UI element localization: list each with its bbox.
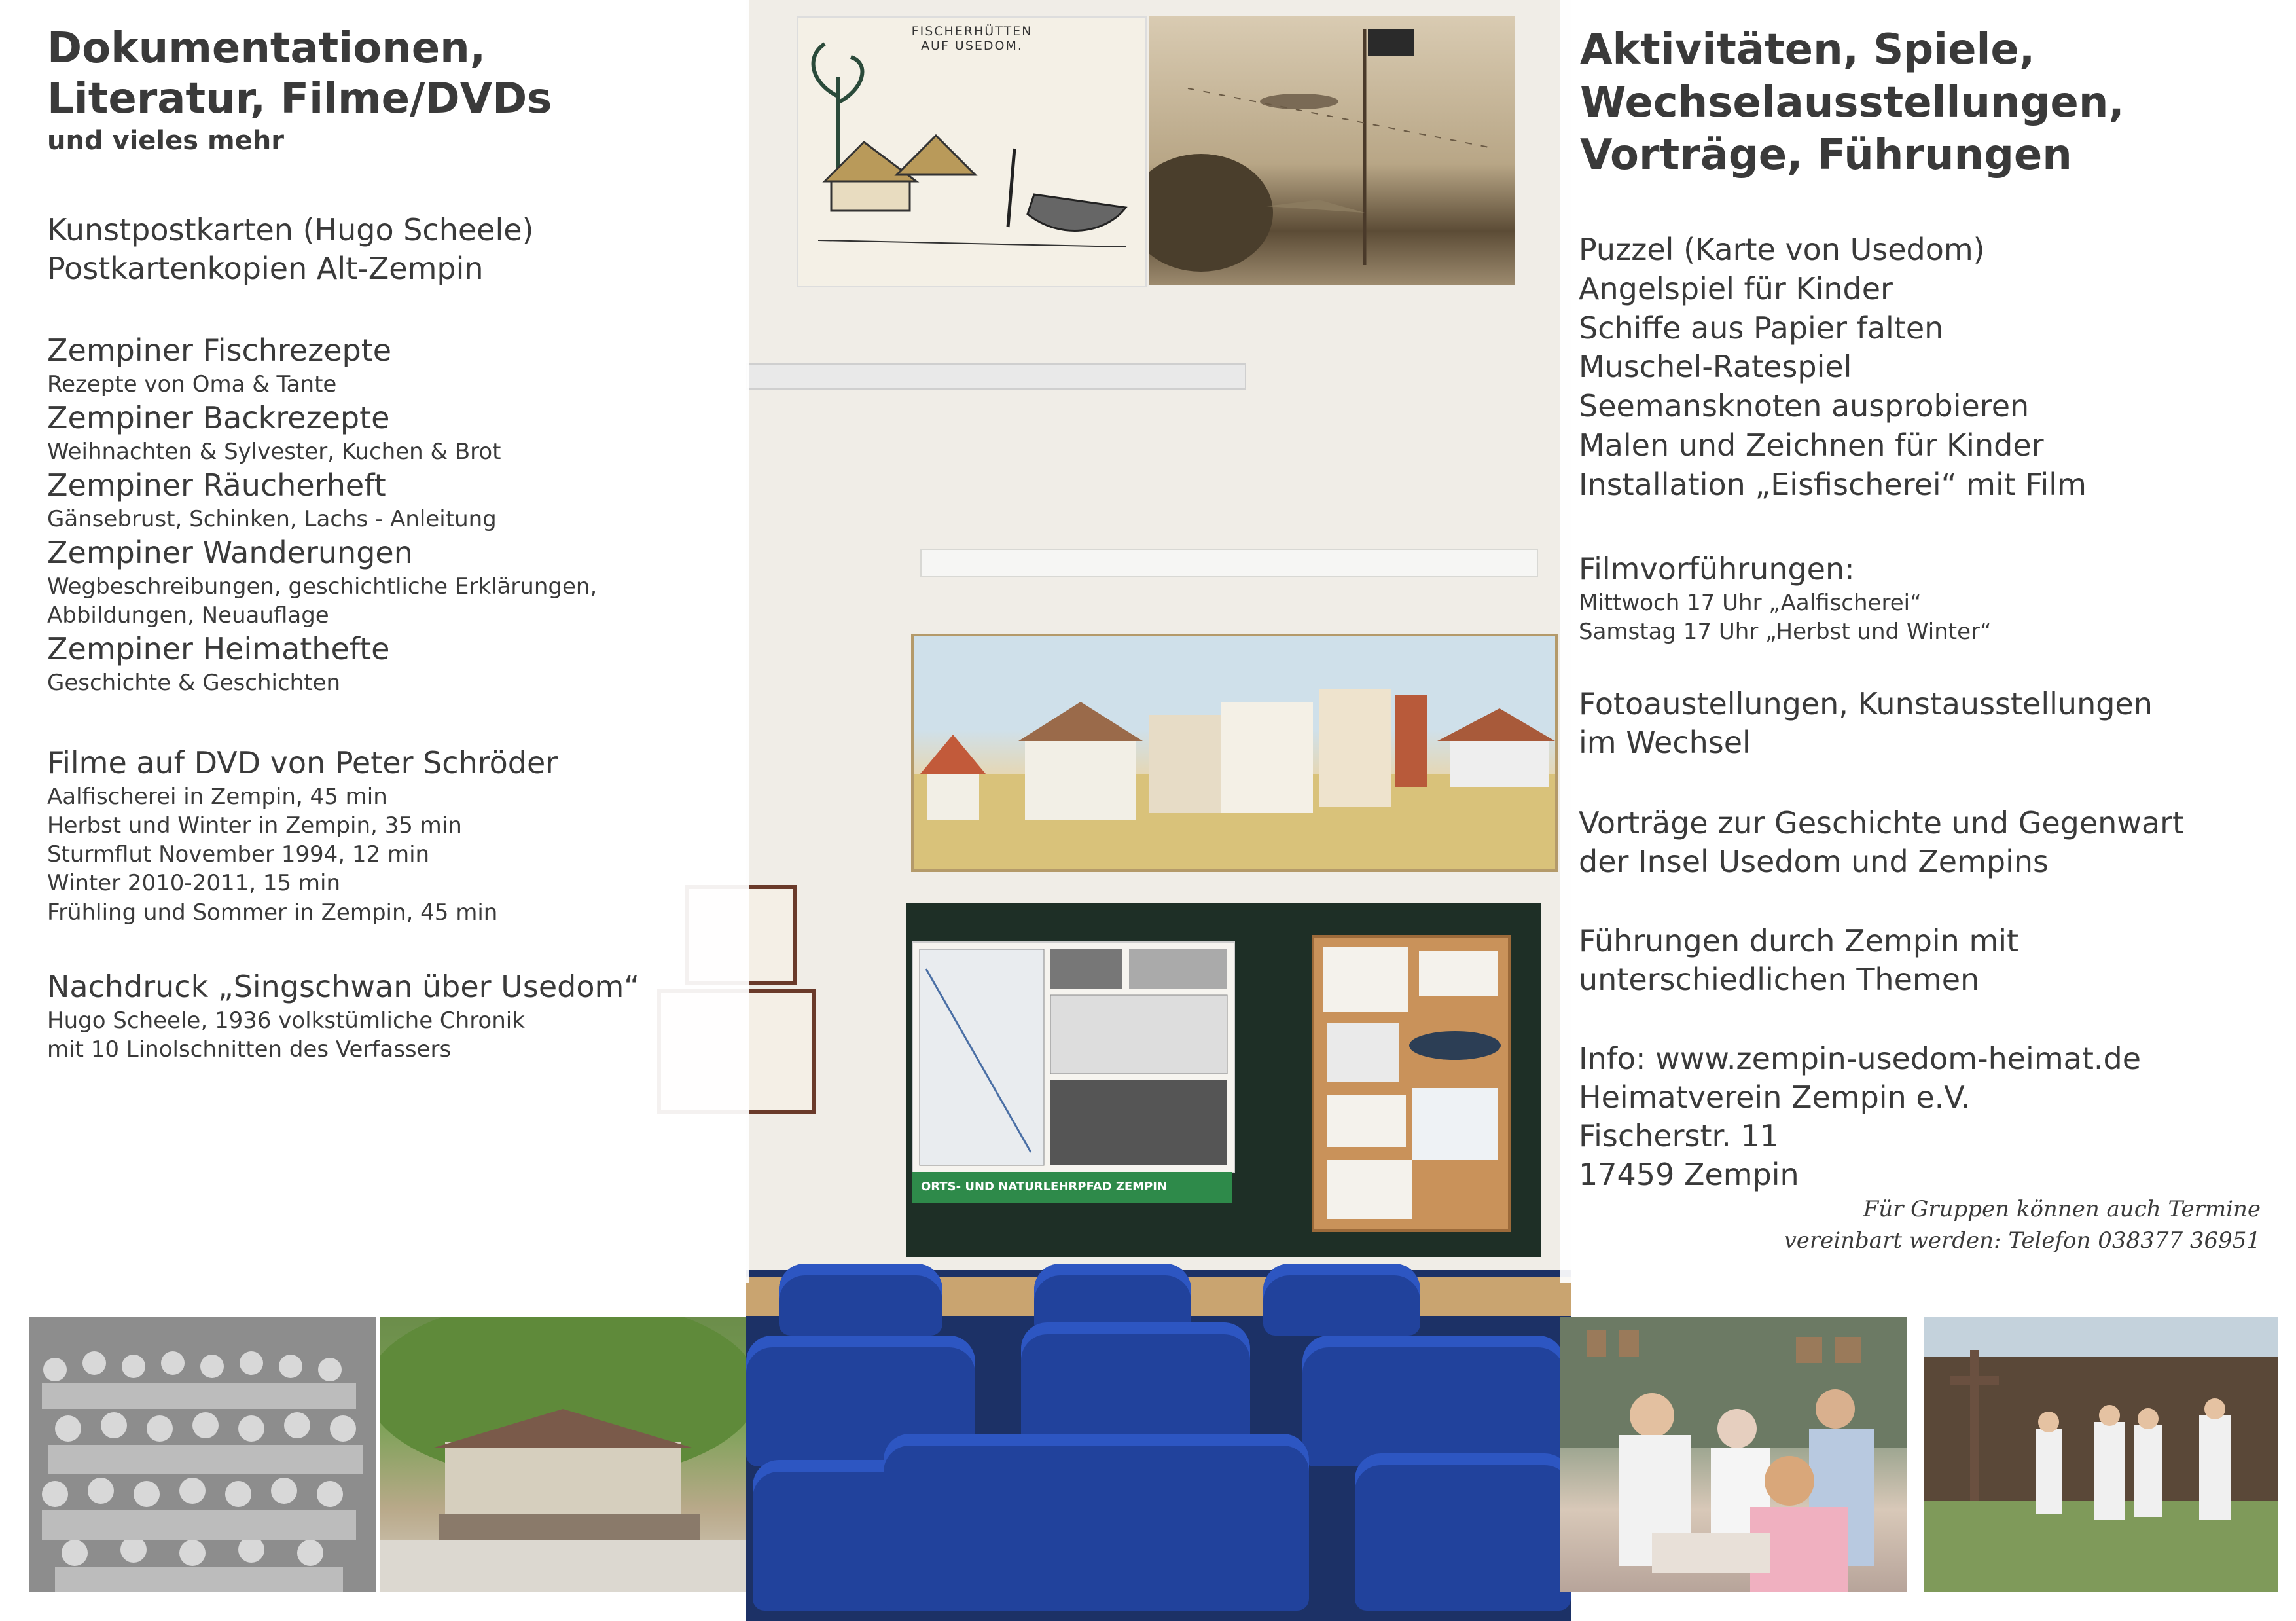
reprint-desc: mit 10 Linolschnitten des Verfassers <box>47 1036 452 1063</box>
activity-item: Muschel-Ratespiel <box>1579 349 1852 385</box>
booklet-desc: Geschichte & Geschichten <box>47 670 340 697</box>
contact-website[interactable]: Info: www.zempin-usedom-heimat.de <box>1579 1041 2141 1076</box>
tours-line: Führungen durch Zempin mit <box>1579 923 2019 958</box>
activity-item: Puzzel (Karte von Usedom) <box>1579 232 1985 267</box>
reprint-title: Nachdruck „Singschwan über Usedom“ <box>47 969 640 1004</box>
booklet-title: Zempiner Räucherheft <box>47 467 386 503</box>
contact-street: Fischerstr. 11 <box>1579 1118 1779 1154</box>
contact-association: Heimatverein Zempin e.V. <box>1579 1079 1971 1115</box>
talks-line: Vorträge zur Geschichte und Gegenwart <box>1579 805 2185 841</box>
note-line: vereinbart werden: Telefon 038377 36951 <box>1784 1227 2261 1254</box>
projection-screen <box>920 549 1538 577</box>
banner-text: ORTS- UND NATURLEHRPFAD ZEMPIN <box>921 1180 1168 1193</box>
dvd-section-title: Filme auf DVD von Peter Schröder <box>47 745 558 780</box>
postcards-list <box>47 211 534 288</box>
talks-line: der Insel Usedom und Zempins <box>1579 843 2049 879</box>
film-screening: Mittwoch 17 Uhr „Aalfischerei“ <box>1579 589 1922 616</box>
booklet-desc: Wegbeschreibungen, geschichtliche Erklärungen, <box>47 574 598 600</box>
right-heading-line: Vorträge, Führungen <box>1580 131 2072 180</box>
chair <box>779 1264 942 1336</box>
postcard-item: Kunstpostkarten (Hugo Scheele) <box>47 212 534 247</box>
activity-item: Seemansknoten ausprobieren <box>1579 388 2030 424</box>
activity-item: Malen und Zeichnen für Kinder <box>1579 427 2044 463</box>
dvd-item: Winter 2010-2011, 15 min <box>47 870 341 897</box>
village-tour-photo <box>1924 1317 2278 1592</box>
note-line: Für Gruppen können auch Termine <box>1863 1196 2261 1222</box>
right-heading-line: Aktivitäten, Spiele, <box>1580 26 2036 74</box>
cork-pinboard <box>1312 935 1511 1232</box>
museum-building-photo <box>380 1317 746 1592</box>
right-heading-line: Wechselausstellungen, <box>1580 78 2125 127</box>
reprint-block <box>47 968 639 1064</box>
films-title: Filmvorführungen: <box>1579 551 1855 587</box>
booklet-desc: Weihnachten & Sylvester, Kuchen & Brot <box>47 438 501 465</box>
talks-block <box>1579 804 2184 881</box>
trail-banner <box>912 1172 1232 1203</box>
dvd-item: Sturmflut November 1994, 12 min <box>47 841 430 868</box>
booklets-list <box>47 331 597 698</box>
booklet-title: Zempiner Fischrezepte <box>47 333 392 368</box>
village-mural-painting <box>911 634 1558 872</box>
left-heading-line1: Dokumentationen, <box>47 24 486 73</box>
right-info-panel <box>1560 0 2274 1283</box>
nature-trail-poster <box>912 941 1235 1173</box>
activity-item: Installation „Eisfischerei“ mit Film <box>1579 466 2087 502</box>
exhibitions-line: Fotoaustellungen, Kunstausstellungen <box>1579 686 2153 721</box>
chair <box>1263 1264 1420 1336</box>
dvd-item: Herbst und Winter in Zempin, 35 min <box>47 812 462 839</box>
chair <box>884 1434 1309 1611</box>
left-heading-line2: Literatur, Filme/DVDs <box>47 74 552 123</box>
group-booking-note <box>1784 1194 2261 1256</box>
booklet-title: Zempiner Heimathefte <box>47 631 390 667</box>
dvd-item: Frühling und Sommer in Zempin, 45 min <box>47 899 498 926</box>
school-class-photo <box>29 1317 376 1592</box>
activities-list <box>1579 230 2087 505</box>
sketch-caption-line2: AUF USEDOM. <box>921 39 1023 53</box>
left-info-panel <box>29 0 749 1283</box>
historic-beach-photo <box>1149 16 1515 285</box>
left-heading-subtitle: und vieles mehr <box>47 125 285 156</box>
booklet-desc: Gänsebrust, Schinken, Lachs - Anleitung <box>47 506 497 532</box>
exhibitions-line: im Wechsel <box>1579 724 1751 760</box>
sketch-caption-line1: FISCHERHÜTTEN <box>911 24 1033 39</box>
dvd-list <box>47 744 558 927</box>
museum-interior-visitors <box>1560 1317 1907 1592</box>
booklet-title: Zempiner Backrezepte <box>47 400 390 436</box>
contact-city: 17459 Zempin <box>1579 1156 1799 1192</box>
chair <box>1355 1453 1571 1611</box>
ceiling-light <box>746 363 1246 390</box>
postcard-item: Postkartenkopien Alt-Zempin <box>47 250 484 286</box>
exhibitions-block <box>1579 685 2153 762</box>
chair <box>1302 1336 1564 1466</box>
contact-block <box>1579 1040 2141 1194</box>
activity-item: Schiffe aus Papier falten <box>1579 310 1944 346</box>
activity-item: Angelspiel für Kinder <box>1579 270 1893 306</box>
dvd-item: Aalfischerei in Zempin, 45 min <box>47 783 387 810</box>
reprint-desc: Hugo Scheele, 1936 volkstümliche Chronik <box>47 1007 525 1034</box>
films-block <box>1579 550 1992 646</box>
tours-line: unterschiedlichen Themen <box>1579 961 1980 997</box>
booklet-desc: Abbildungen, Neuauflage <box>47 602 329 629</box>
film-screening: Samstag 17 Uhr „Herbst und Winter“ <box>1579 619 1992 646</box>
fishermen-huts-sketch <box>797 16 1147 287</box>
tours-block <box>1579 922 2018 999</box>
booklet-title: Zempiner Wanderungen <box>47 535 413 571</box>
booklet-desc: Rezepte von Oma & Tante <box>47 371 337 397</box>
